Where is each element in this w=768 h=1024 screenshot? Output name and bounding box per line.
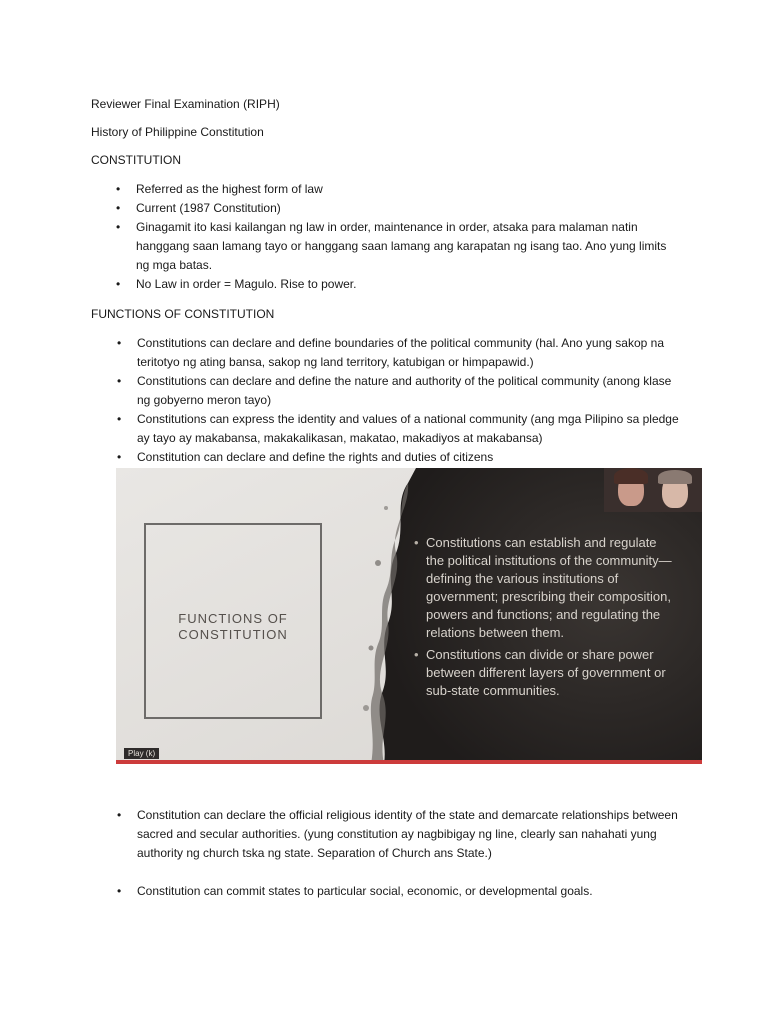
video-progress-bar[interactable] [116, 760, 702, 764]
slide-bullet: • Constitutions can divide or share power between different layers of government or sub-state communities. [414, 646, 676, 700]
list-item: • No Law in order = Magulo. Rise to power. [136, 275, 681, 294]
document-subtitle: History of Philippine Constitution [91, 125, 264, 139]
list-item: • Referred as the highest form of law [136, 180, 681, 199]
slide-bullet-list [414, 534, 676, 704]
participant-hair [658, 470, 692, 484]
functions-bullet-list [137, 334, 682, 467]
play-button-label[interactable]: Play (k) [124, 748, 159, 759]
list-item: • Current (1987 Constitution) [136, 199, 681, 218]
list-item: • Ginagamit ito kasi kailangan ng law in order, maintenance in order, atsaka para malaman natin hanggang saan lamang tayo or hanggang saan lamang ang karapatan ng isang tao. Ano yung limits ng mga batas. [136, 218, 681, 275]
slide-heading-text: FUNCTIONS OF CONSTITUTION [178, 611, 288, 642]
list-item: • Constitution can commit states to particular social, economic, or developmental goals. [137, 882, 682, 901]
list-item: • Constitutions can declare and define boundaries of the political community (hal. Ano yung sakop na teritotyo ng ating bansa, sakop ng land territory, katubigan or himpapawid.) [137, 334, 682, 372]
functions-bullet-list-continued [137, 806, 682, 920]
list-item: • Constitutions can express the identity and values of a national community (ang mga Pilipino sa pledge ay tayo ay makabansa, makakalikasan, makatao, makadiyos at makabansa) [137, 410, 682, 448]
webcam-thumbnail [604, 468, 702, 512]
section-heading-constitution: CONSTITUTION [91, 153, 181, 167]
section-heading-functions: FUNCTIONS OF CONSTITUTION [91, 307, 275, 321]
list-item: • Constitutions can declare and define the nature and authority of the political community (anong klase ng gobyerno meron tayo) [137, 372, 682, 410]
participant-hair [614, 468, 648, 484]
constitution-bullet-list [136, 180, 681, 294]
slide-photo [116, 468, 702, 764]
slide-heading [144, 611, 322, 643]
slide-bullet: • Constitutions can establish and regulate the political institutions of the community—defining the various institutions of government; prescribing their composition, powers and functions; and regulating the relations between them. [414, 534, 676, 642]
list-item: • Constitution can declare the official religious identity of the state and demarcate relationships between sacred and secular authorities. (yung constitution ay nagbibigay ng line, clearly san nahahati yung authority ng church tska ng state. Separation of Church ans State.) [137, 806, 682, 863]
document-title: Reviewer Final Examination (RIPH) [91, 97, 280, 111]
list-item: • Constitution can declare and define the rights and duties of citizens [137, 448, 682, 467]
